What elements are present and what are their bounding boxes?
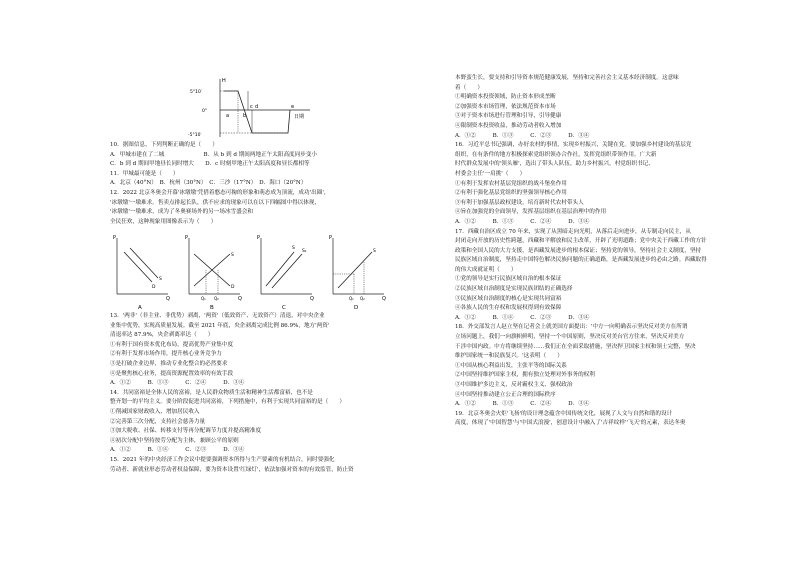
svg-text:P: P: [329, 235, 333, 241]
chart-caption: C: [282, 305, 286, 310]
q16-choice-4: ④旨在加强党的全面领导，发挥基层组织在基层治理中的作用: [455, 209, 607, 216]
q15-options: A．①② B．①③ C．②③ D．③④: [455, 132, 590, 139]
point-b: b: [243, 113, 247, 119]
supply-demand-charts: [112, 232, 388, 312]
right-column: [455, 74, 740, 429]
q13-options: A．①② B．①③ C．②④ D．③④: [110, 380, 245, 387]
q15-line2: 劳动者、新就业形态劳动者权益保障，要为资本设置'红绿灯'，依法加强对资本的有效监管，防止资: [110, 466, 354, 473]
q17-line2: 封闭走向开放的历史性跨越。西藏和平解放和民主改革，开辟了光明道路；党中央关于西藏工作的方针: [455, 238, 707, 245]
q17-choice-4: ④各族人民的生存权和发展权得到有效保障: [455, 305, 562, 312]
q18-choice-3: ③中国维护多边主义，反对霸权主义、强权政治: [455, 382, 573, 388]
q12-line3: '冰墩墩'一墩难求，成为了冬奥赛场外的另一场冰雪盛会和: [110, 209, 253, 216]
q17-options: A．①② B．①④ C．②③ D．③④: [455, 314, 590, 321]
chart-caption: B: [210, 305, 214, 310]
q14-options: A．①② B．①④ C．②③ D．③④: [110, 447, 245, 454]
q15-choice-1: ①明确资本投资领域，防止资本形成垄断: [455, 94, 556, 101]
q16-line1: 16．习近平总书记强调，办好农村的事情，实现乡村振兴，关键在党。要加强乡村建设的基层党: [455, 142, 692, 149]
svg-text:Q: Q: [238, 296, 242, 302]
tick-label: Q₂: [214, 296, 219, 301]
chart-b: [184, 232, 244, 310]
svg-text:P: P: [257, 235, 261, 241]
q15-choice-2: ②加强资本市场管理，依法规范资本市场: [455, 103, 556, 110]
q10-options-ab: A．甲城市建在了二城 B．从 b 到 d 期间两地正午太阳高度同步变小: [110, 151, 318, 158]
point-e: e: [291, 104, 295, 110]
q16-choice-1: ①有利于发挥农村基层党组织的战斗堡垒作用: [455, 180, 567, 187]
q18-line4: 维护国家统一和民族复兴。'这表明（ ）: [455, 353, 563, 360]
q15-line3: 本野蛮生长，要支持和引导资本规范健康发展，坚持和完善社会主义基本经济制度。这意味: [455, 75, 679, 81]
point-c: c: [250, 104, 253, 110]
tick-label: Q₂: [360, 296, 365, 301]
chart-caption: D: [354, 305, 359, 310]
q13-line1: 13．'两非'（非主业、非优势）剥离，'两资'（低效资产、无效资产）清退，对中央企业: [110, 313, 325, 319]
q18-options: A．①② B．①③ C．②④ D．③④: [455, 401, 590, 408]
q16-choice-2: ②有利于强化基层党组织的坚强领导核心作用: [455, 190, 567, 197]
q14-choice-4: ④初次分配中坚持按劳分配为主体，兼顾公平的原则: [110, 437, 239, 444]
q13-choice-4: ④是聚焦核心业务，提高资源配置效率的有效手段: [110, 370, 234, 377]
q16-line4: 村委会主任'一肩挑'（ ）: [455, 170, 526, 177]
svg-text:Q: Q: [310, 296, 314, 302]
q14-choice-1: ①削减国家财政收入，增加居民收入: [110, 408, 200, 415]
q18-line3: 干涉中国内政。中方将继续坚持……我们正在全面采取措施，坚决捍卫国家主权和领土完整，坚决: [455, 343, 696, 350]
svg-text:Q: Q: [382, 296, 386, 302]
curve-label: S: [159, 277, 162, 282]
chart-a: [112, 232, 172, 310]
q18-line1: 18．外交部发言人赵立坚在记者会上就美国方面提出：'中方一向明确表示坚决反对美方在所谓: [455, 324, 688, 331]
q16-choice-3: ③有利于加强基层政权建设，培育新时代农村带头人: [455, 199, 584, 206]
curve-label: S: [231, 253, 234, 258]
curve-label: D: [152, 285, 156, 290]
chart-caption: A: [138, 305, 142, 310]
q13-choice-1: ①有利于国有资本优化布局，提高优势产业集中度: [110, 341, 234, 348]
q15-line1: 15．2021 年的中央经济工作会议中提要强调资本所得与生产要素的有机结合，同时要强化: [110, 456, 335, 463]
svg-text:P: P: [113, 235, 117, 241]
x-axis-label: 日期: [294, 114, 305, 120]
q15-choice-4: ④限制资本投资收益，推动劳动者收入增加: [455, 122, 562, 129]
q12-line2: '冰墩墩'一墩难求。售卖点排起长队，供不应求的现象可以在以下四幅图中得以体现，: [110, 199, 321, 206]
q15-line4: 着（ ）: [455, 84, 483, 91]
y-tick-bottom: -5°10′: [188, 133, 202, 138]
chart-c: [256, 232, 316, 310]
q11-stem: 11．甲城最可能是（ ）: [110, 170, 179, 177]
curve-label: D: [231, 285, 235, 290]
q10-stem: 10．据图信息，下列判断正确的是（ ）: [110, 142, 218, 148]
q19-line2: 高度，体现了'中国智慧'与'中国式浪漫'，创意设计中融入了'吉祥纹样''飞天'的元素，表达冬奥: [455, 420, 686, 427]
q17-line4: 民族区域自治制度，坚持走中国特色解决民族问题的正确道路，是西藏发展进步的必由之路。西藏取得: [455, 257, 707, 264]
q13-line3: 清退率达 87.9%，央企剥离率达（ ）: [110, 332, 214, 339]
q12-line4: 全民狂欢，这种现象用图像表示为（ ）: [110, 218, 217, 225]
q18-line2: 立场问题上，我们一向旗帜鲜明，坚持一个中国原则，坚决反对美台官方往来，坚决反对美方: [455, 334, 685, 341]
y-tick-top: 5°10′: [190, 90, 202, 95]
q12-line1: 12．2022 北京冬奥会开幕'冰墩墩'凭借着憨态可掬的形象和萌态成为顶流，成功'出圈'，: [110, 189, 330, 196]
q14-choice-2: ②完善第三次分配，支持社会慈善力量: [110, 418, 206, 425]
q10-options-cd: C．b 到 d 期间甲地昼长同时增大 D．c 时刻甲地正午太阳高度和昼长都相等: [110, 161, 310, 168]
q11-options: A．北京（40°N） B．杭州（30°N） C．三沙（17°N） D．海口（20°N）: [110, 180, 307, 187]
left-column: [110, 141, 388, 227]
svg-text:P: P: [185, 235, 189, 241]
q18-choice-4: ④中国坚持推动建立公正合理的国际秩序: [455, 391, 556, 398]
q13-choice-2: ②有利于发挥市场作用，提升核心业务竞争力: [110, 351, 222, 358]
q19-line1: 19．北京冬奥会火炬'飞扬'的设计理念蕴含中国传统文化，展现了人文与自然和谐的设计: [455, 410, 673, 417]
q14-line2: 整齐划一的平均主义。要分阶段促进共同富裕，下列措施中，有利于实现共同富裕的是（ ）: [110, 399, 345, 406]
chart-d: [328, 232, 388, 310]
y-axis-label: H: [222, 78, 226, 84]
q14-choice-3: ③加大税收、社保、转移支付等再分配调节力度并提高精准度: [110, 428, 262, 435]
q18-choice-1: ①中国从核心利益出发，主张平等的国际关系: [455, 362, 567, 369]
solar-elevation-chart: [188, 75, 318, 140]
q13-line2: 业集中优势，实现高质量发展。截至 2021 年底，央企剥离完成比例 86.9%，地方'两资': [110, 322, 330, 329]
left-column-lower: [110, 312, 388, 475]
q17-choice-1: ①党的领导是实行民族区域自治的根本保证: [455, 276, 562, 283]
q17-choice-3: ③民族区域自治制度的核心是实现共同富裕: [455, 295, 562, 302]
tick-label: Q₁: [349, 296, 354, 301]
q17-line1: 17．西藏自治区成立 70 年来，实现了从黑暗走向光明，从落后走向进步，从专制走向民主，从: [455, 228, 691, 235]
q18-choice-2: ②中国坚持维护国家主权，拥有独立处理对外事务的权利: [455, 372, 595, 379]
curve-label: S₁: [302, 249, 307, 254]
tick-label: Q₁: [201, 296, 206, 301]
q17-line3: 政策和全国人民的大力支援，是西藏发展进步的根本保证；坚持党的领导，坚持社会主义制度，坚持: [455, 247, 702, 254]
point-d: d: [255, 104, 259, 110]
q16-line3: 时代群众发展中的'领头雁'，选出了带头人队伍，助力乡村振兴。村党组织书记、: [455, 161, 654, 168]
point-a: a: [226, 113, 230, 119]
y-tick-zero: 0°: [202, 109, 208, 114]
svg-text:Q: Q: [166, 296, 170, 302]
q14-line1: 14．共同富裕是全体人民的富裕，是人民群众物质生活和精神生活都富裕，也不是: [110, 389, 313, 396]
curve-label: S: [373, 249, 376, 254]
q15-choice-3: ③对于资本市场进行管理和引导，引导健康: [455, 113, 562, 120]
q13-choice-3: ③是打破企业边界，推动专业化整合的必然要求: [110, 360, 228, 367]
q16-line2: 组织，在有条件的地方积极探索党组织领办合作社，发挥党组织带领作用。广大新: [455, 151, 657, 158]
curve-label: S: [292, 246, 295, 251]
q17-choice-2: ②民族区域自治制度是实现民族团结的正确选择: [455, 286, 573, 293]
q17-line5: 的伟大成就证明（ ）: [455, 266, 517, 273]
q16-options: A．①② B．①③ C．②④ D．③④: [455, 218, 590, 225]
